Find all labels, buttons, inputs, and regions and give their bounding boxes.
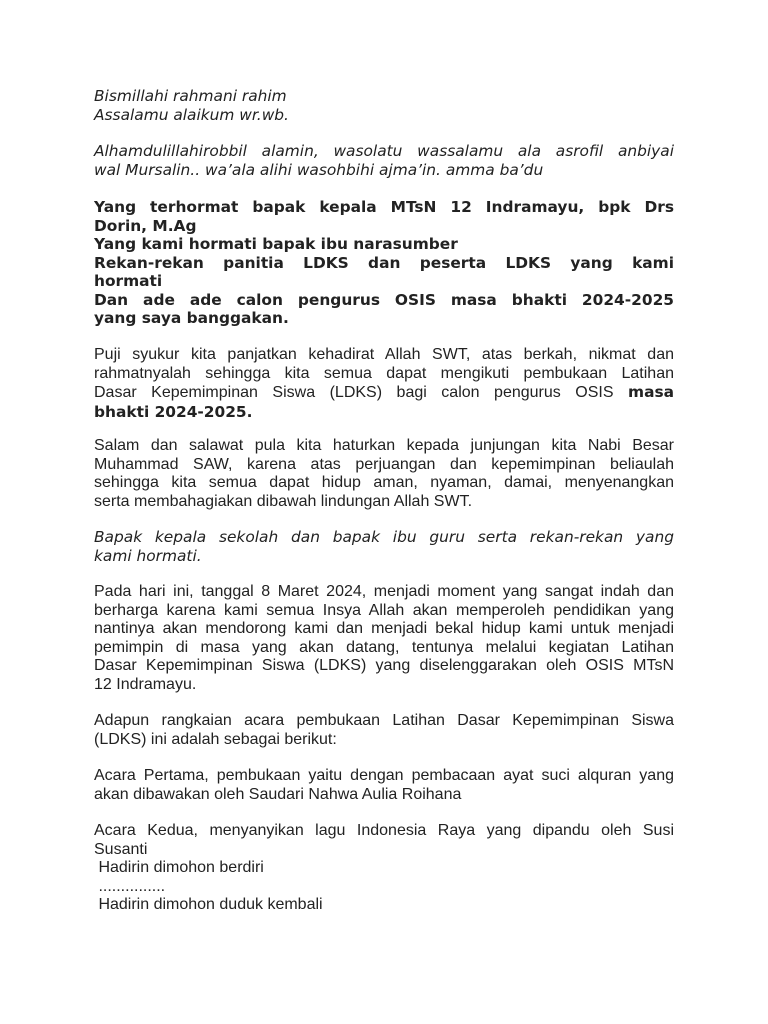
agenda-first-line-1: Acara Pertama, pembukaan yaitu dengan pembacaan ayat suci alquran yang [94, 767, 674, 784]
today-line-4: pemimpin di masa yang akan datang, tentunya melalui kegiatan Latihan [94, 638, 674, 656]
gratitude-line-3 [94, 383, 674, 403]
gratitude-line-1: Puji syukur kita panjatkan kehadirat Allah SWT, atas berkah, nikmat dan [94, 346, 674, 363]
salawat-line-2: Muhammad SAW, karena atas perjuangan dan kepemimpinan beliaulah [94, 455, 674, 473]
opening-line-1: Bismillahi rahmani rahim [94, 87, 287, 105]
gratitude-line-4-bold: bhakti 2024-2025. [94, 402, 253, 421]
today-line-5: Dasar Kepemimpinan Siswa (LDKS) yang diselenggarakan oleh OSIS MTsN [94, 657, 674, 674]
today-line-2: berharga karena kami semua Insya Allah akan memperoleh pendidikan yang [94, 601, 674, 619]
agenda-first-paragraph [94, 767, 674, 804]
agenda-intro-line-1: Adapun rangkaian acara pembukaan Latihan Dasar Kepemimpinan Siswa [94, 712, 674, 729]
opening-greeting [94, 87, 674, 124]
today-line-6: 12 Indramayu. [94, 675, 197, 693]
gratitude-paragraph [94, 346, 674, 421]
agenda-second-line-5: Hadirin dimohon duduk kembali [94, 896, 323, 913]
address-line-1: Bapak kepala sekolah dan bapak ibu guru serta rekan-rekan yang [94, 528, 674, 546]
greeting-candidates-line-2: yang saya banggakan. [94, 309, 289, 327]
gratitude-line-3-text: Dasar Kepemimpinan Siswa (LDKS) bagi calon pengurus OSIS [94, 384, 614, 401]
opening-line-2: Assalamu alaikum wr.wb. [94, 105, 289, 124]
today-paragraph [94, 583, 674, 694]
agenda-intro-line-2: (LDKS) ini adalah sebagai berikut: [94, 730, 337, 748]
greeting-principal-line-1: Yang terhormat bapak kepala MTsN 12 Indramayu, bpk Drs [94, 198, 674, 216]
agenda-first-line-2: akan dibawakan oleh Saudari Nahwa Aulia Roihana [94, 785, 462, 803]
greeting-committee-line-1: Rekan-rekan panitia LDKS dan peserta LDKS yang kami [94, 253, 674, 272]
gratitude-line-3-bold: masa [628, 383, 675, 401]
gratitude-line-2: rahmatnyalah sehingga kita semua dapat mengikuti pembukaan Latihan [94, 364, 674, 382]
salawat-line-1: Salam dan salawat pula kita haturkan kepada junjungan kita Nabi Besar [94, 437, 674, 454]
agenda-second-line-1: Acara Kedua, menyanyikan lagu Indonesia Raya yang dipandu oleh Susi [94, 822, 674, 839]
salawat-paragraph [94, 437, 674, 511]
greeting-committee-line-2: hormati [94, 272, 163, 290]
greetings-list [94, 198, 674, 328]
praise-line-2: wal Mursalin.. wa’ala alihi wasohbihi ajma’in. amma ba’du [94, 160, 544, 179]
today-line-3: nantinya akan mendorong kami dan menjadi bekal hidup kami untuk menjadi [94, 620, 674, 637]
today-line-1: Pada hari ini, tanggal 8 Maret 2024, menjadi moment yang sangat indah dan [94, 583, 674, 600]
greeting-speakers: Yang kami hormati bapak ibu narasumber [94, 235, 458, 253]
praise-line-1: Alhamdulillahirobbil alamin, wasolatu wassalamu ala asrofil anbiyai [94, 142, 674, 160]
salawat-line-3: sehingga kita semua dapat hidup aman, nyaman, damai, menyenangkan [94, 474, 674, 491]
agenda-second-line-2: Susanti [94, 840, 148, 858]
salawat-line-4: serta membahagiakan dibawah lindungan Allah SWT. [94, 492, 473, 510]
address-line-2: kami hormati. [94, 546, 202, 565]
agenda-intro-paragraph [94, 712, 674, 749]
agenda-second-paragraph [94, 822, 674, 915]
agenda-second-line-4: ............... [94, 877, 166, 895]
agenda-second-line-3: Hadirin dimohon berdiri [94, 859, 264, 876]
praise-paragraph [94, 142, 674, 179]
address-paragraph [94, 528, 674, 565]
greeting-candidates-line-1: Dan ade ade calon pengurus OSIS masa bhakti 2024-2025 [94, 290, 674, 309]
greeting-principal-line-2: Dorin, M.Ag [94, 216, 197, 235]
